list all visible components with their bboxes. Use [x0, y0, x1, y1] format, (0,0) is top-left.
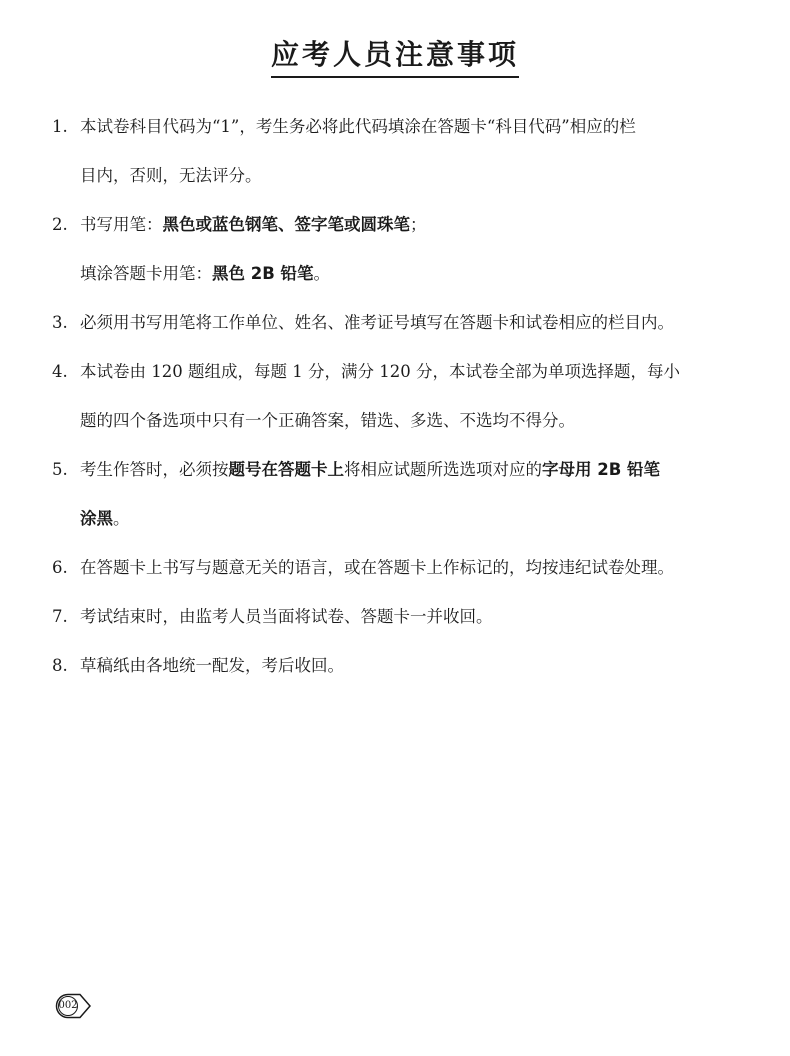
note-text: 填涂答题卡用笔： [80, 264, 212, 283]
note-item-8 [52, 651, 742, 700]
note-text: 将相应试题所选选项对应的 [344, 460, 542, 479]
note-emphasis: 黑色 2B 铅笔 [212, 264, 314, 283]
note-text: 。 [113, 509, 130, 528]
note-emphasis: 涂黑 [80, 509, 113, 528]
note-5-line-1 [52, 455, 742, 504]
note-text: 必须用书写用笔将工作单位、姓名、准考证号填写在答题卡和试卷相应的栏目内。 [80, 313, 674, 332]
note-text: 本试卷由 120 题组成，每题 1 分，满分 120 分，本试卷全部为单项选择题，每小 [80, 362, 680, 381]
note-6-line-1 [52, 553, 742, 602]
note-text: 书写用笔： [80, 215, 163, 234]
page-number-badge [54, 993, 92, 1019]
note-7-line-1 [52, 602, 742, 651]
note-text: ； [410, 215, 427, 234]
note-item-1 [52, 112, 742, 210]
note-number: 8. [52, 656, 68, 675]
notes-list [52, 112, 742, 700]
note-item-4 [52, 357, 742, 455]
note-text: 。 [313, 264, 331, 283]
note-number: 3. [52, 313, 68, 332]
note-item-5 [52, 455, 742, 553]
note-number: 5. [52, 460, 68, 479]
note-item-6 [52, 553, 742, 602]
note-text: 在答题卡上书写与题意无关的语言，或在答题卡上作标记的，均按违纪试卷处理。 [80, 558, 674, 577]
note-2-line-1 [52, 210, 742, 259]
note-4-line-1 [52, 357, 742, 406]
note-8-line-1 [52, 651, 742, 700]
note-emphasis: 黑色或蓝色钢笔、签字笔或圆珠笔 [162, 215, 410, 234]
page-number: 002 [58, 1000, 78, 1011]
page-title-text: 应考人员注意事项 [271, 36, 519, 78]
note-3-line-1 [52, 308, 742, 357]
note-text: 草稿纸由各地统一配发，考后收回。 [80, 656, 344, 675]
note-number: 2. [52, 215, 68, 234]
note-item-2 [52, 210, 742, 308]
note-number: 4. [52, 362, 68, 381]
note-1-line-1 [52, 112, 742, 161]
note-number: 6. [52, 558, 68, 577]
note-number: 7. [52, 607, 68, 626]
note-emphasis: 字母用 2B 铅笔 [542, 460, 661, 479]
note-text: 考生作答时，必须按 [80, 460, 229, 479]
note-text: 考试结束时，由监考人员当面将试卷、答题卡一并收回。 [80, 607, 493, 626]
page-title [0, 36, 790, 78]
note-text: 目内，否则，无法评分。 [80, 166, 262, 185]
note-item-7 [52, 602, 742, 651]
note-emphasis: 题号在答题卡上 [228, 460, 344, 479]
note-number: 1. [52, 117, 68, 136]
note-2-line-2 [52, 259, 742, 308]
note-5-line-2 [52, 504, 742, 553]
note-item-3 [52, 308, 742, 357]
note-text: 题的四个备选项中只有一个正确答案，错选、多选、不选均不得分。 [80, 411, 575, 430]
note-4-line-2 [52, 406, 742, 455]
note-text: 本试卷科目代码为“1”，考生务必将此代码填涂在答题卡“科目代码”相应的栏 [80, 117, 636, 136]
note-1-line-2 [52, 161, 742, 210]
